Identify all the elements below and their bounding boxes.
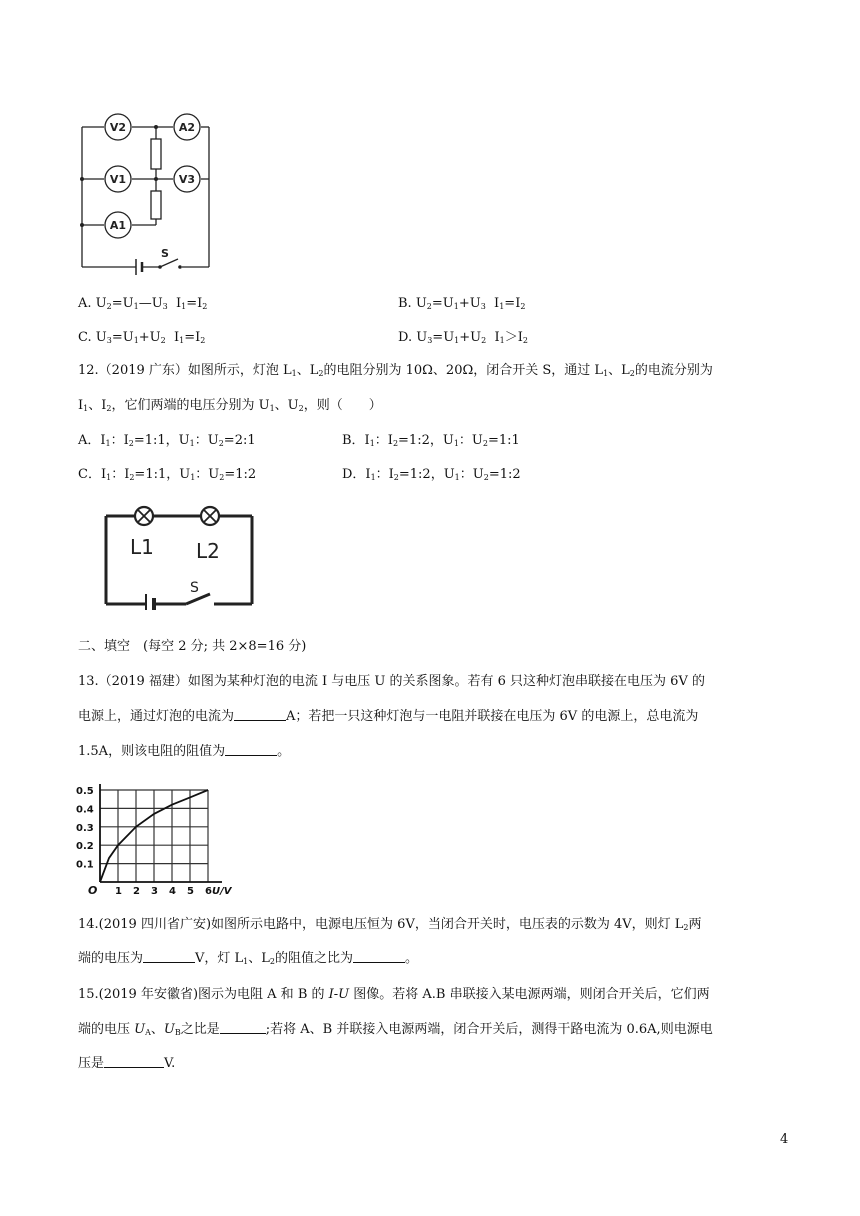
q11-option-d: D. $U_3=U_1+U_2$ $I_1>I_2$ (398, 330, 528, 345)
switch-label: S (190, 580, 199, 596)
q14-line2: 端的电压为 V，灯 $L_1$、$L_2$的阻值之比为 。 (78, 951, 419, 966)
answer-blank[interactable] (143, 950, 195, 963)
y-tick-label: 0.5 (76, 786, 94, 797)
q13-line3: 1.5A，则该电阻的阻值为 。 (78, 744, 291, 759)
q12-circuit-diagram (100, 500, 260, 610)
x-tick-label: 6 (205, 886, 212, 897)
q15-line3: 压是 V. (78, 1056, 176, 1071)
meter-v3-label: V3 (178, 173, 196, 186)
q12-option-b: B．$I_1$：$I_2=1:2$，$U_1$：$U_2=1:1$ (342, 433, 520, 448)
answer-blank[interactable] (234, 708, 286, 721)
meter-v1-label: V1 (109, 173, 127, 186)
q14-line1: 14.(2019 四川省广安)如图所示电路中，电源电压恒为 6V，当闭合开关时，电压表的示数为 4V，则灯 $L_2$两 (78, 917, 702, 932)
q12-stem-line2: $I_1$、$I_2$，它们两端的电压分别为 $U_1$、$U_2$，则（ ） (78, 398, 382, 413)
switch-label: S (161, 247, 169, 260)
chart-grid (100, 790, 208, 882)
meter-a2-label: A2 (178, 121, 196, 134)
x-tick-label: 4 (169, 886, 176, 897)
answer-blank[interactable] (220, 1021, 266, 1034)
page-number: 4 (780, 1132, 789, 1147)
answer-blank[interactable] (104, 1055, 164, 1068)
q15-line2: 端的电压 $U_A$、$U_B$之比是 ;若将 A、B 并联接入电源两端，闭合开关后，测得干路电流为 0.6A,则电源电 (78, 1022, 713, 1037)
q12-stem-line1: 12.（2019 广东）如图所示，灯泡 $L_1$、$L_2$的电阻分别为 10Ω、20Ω，闭合开关 S，通过 $L_1$、$L_2$的电流分别为 (78, 363, 713, 378)
y-tick-label: 0.4 (76, 804, 94, 816)
section-heading: 二、填空 (每空 2 分; 共 2×8=16 分) (78, 639, 307, 654)
origin-label: O (88, 884, 98, 897)
q12-option-a: A．$I_1$：$I_2=1:1$，$U_1$：$U_2=2:1$ (78, 433, 256, 448)
q12-option-d: D．$I_1$：$I_2=1:2$，$U_1$：$U_2=1:2$ (342, 467, 521, 482)
lamp-l2-label: L2 (196, 539, 220, 563)
answer-blank[interactable] (225, 743, 277, 756)
y-tick-label: 0.3 (76, 822, 94, 834)
x-axis-label: U/V (212, 886, 232, 897)
meter-v2-label: V2 (109, 121, 127, 134)
q12-option-c: C．$I_1$：$I_2=1:1$，$U_1$：$U_2=1:2$ (78, 467, 257, 482)
answer-blank[interactable] (353, 950, 405, 963)
q13-line1: 13.（2019 福建）如图为某种灯泡的电流 I 与电压 U 的关系图象。若有 6 只这种灯泡串联接在电压为 6V 的 (78, 674, 705, 689)
y-tick-label: 0.1 (76, 859, 94, 871)
x-tick-label: 2 (133, 886, 140, 897)
y-tick-label: 0.2 (76, 841, 94, 853)
q11-circuit-diagram (70, 105, 220, 275)
x-tick-label: 3 (151, 886, 158, 897)
x-tick-label: 5 (187, 886, 194, 897)
q13-line2: 电源上，通过灯泡的电流为 A；若把一只这种灯泡与一电阻并联接在电压为 6V 的电源上，总电流为 (78, 709, 699, 724)
meter-a1-label: A1 (109, 219, 127, 232)
q11-option-b: B. $U_2=U_1+U_3$ $I_1=I_2$ (398, 296, 526, 311)
q15-line1: 15.(2019 年安徽省)图示为电阻 A 和 B 的 I-U 图像。若将 A.B 串联接入某电源两端，则闭合开关后，它们两 (78, 987, 710, 1002)
lamp-l1-label: L1 (130, 535, 154, 559)
iu-chart (74, 780, 264, 898)
q11-option-c: C. $U_3=U_1+U_2$ $I_1=I_2$ (78, 330, 206, 345)
x-tick-label: 1 (115, 886, 122, 897)
q11-option-a: A. $U_2=U_1—U_3$ $I_1=I_2$ (78, 296, 208, 311)
